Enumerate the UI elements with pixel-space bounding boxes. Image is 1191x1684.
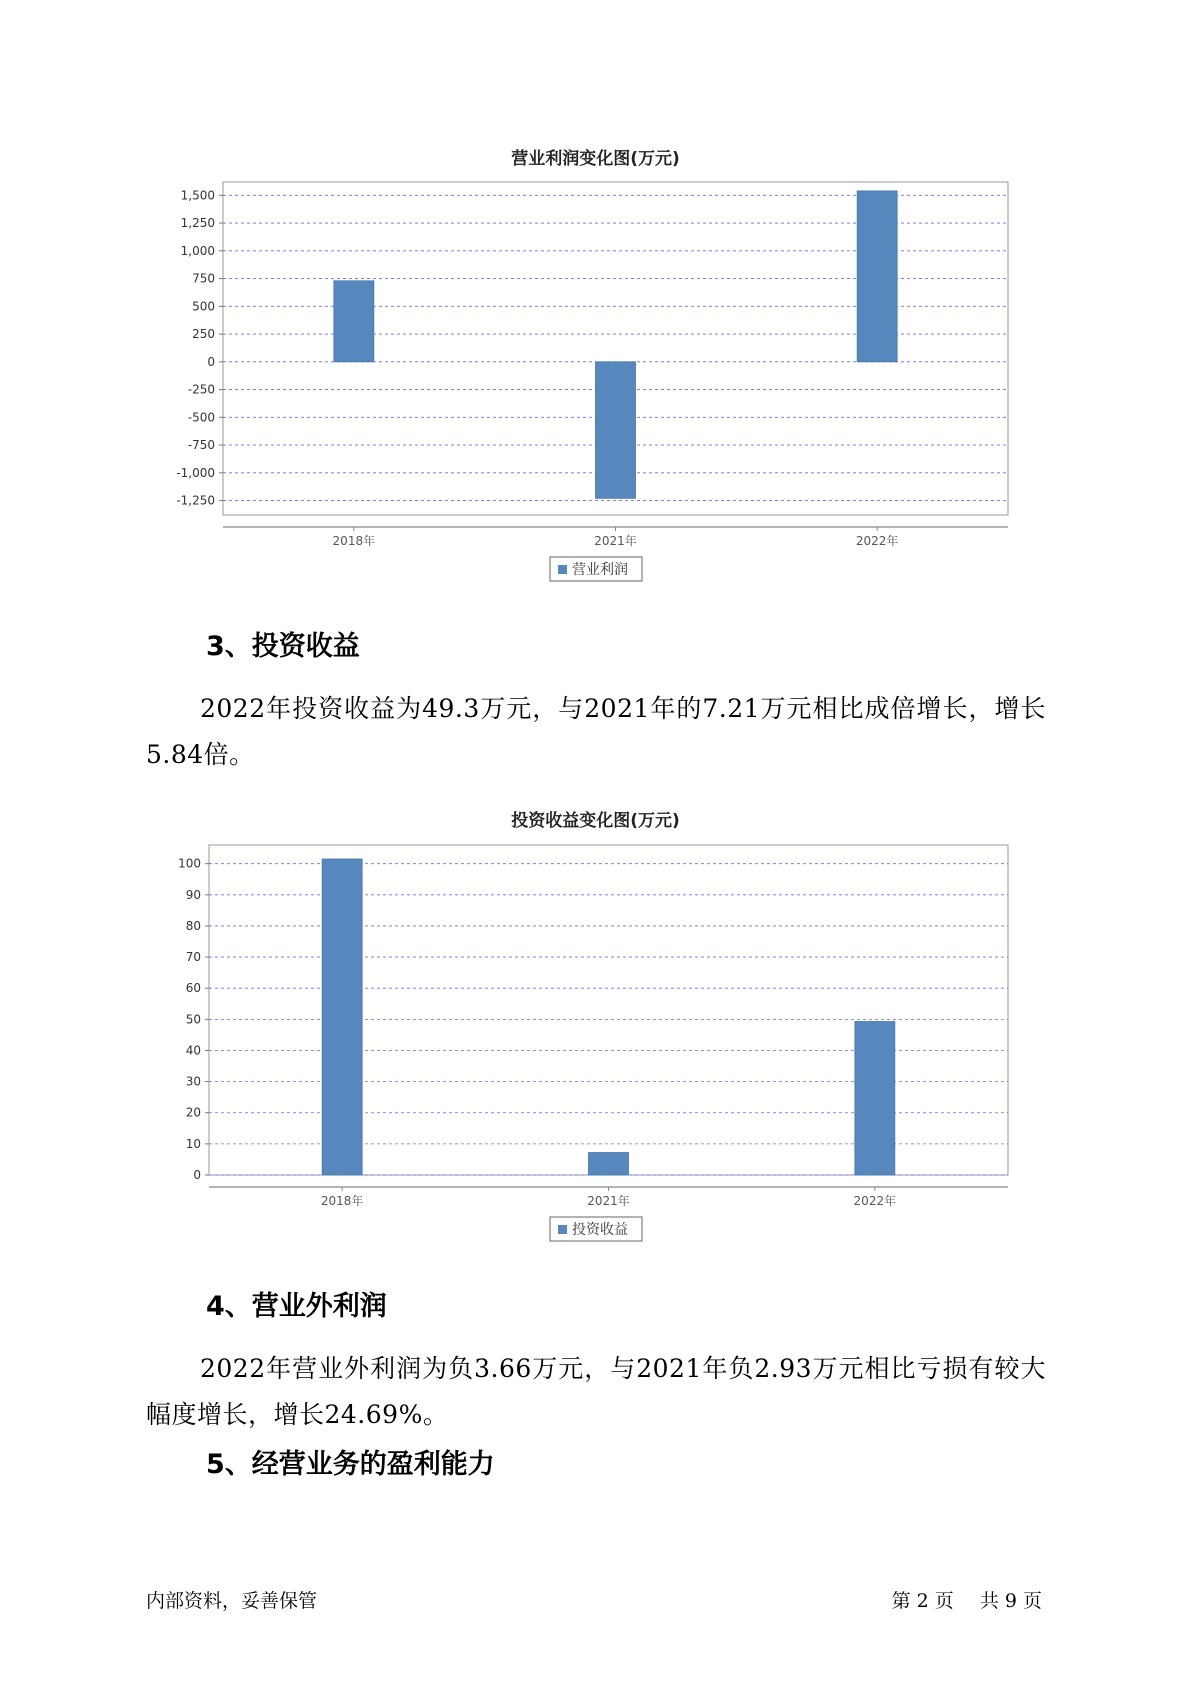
y-tick-label: 250 (192, 327, 215, 342)
x-tick-label: 2022年 (853, 1194, 897, 1208)
bar-2018 (322, 859, 362, 1175)
y-tick-label: 90 (185, 887, 201, 902)
x-tick-label: 2018年 (320, 1194, 364, 1208)
legend (550, 557, 642, 581)
page-unit: 页 (934, 1590, 954, 1612)
y-tick-label: 100 (178, 856, 201, 871)
page-prefix: 第 (891, 1590, 911, 1612)
y-tick-label: -1,250 (176, 493, 215, 508)
y-tick-label: -750 (187, 438, 215, 453)
y-tick-label: 500 (192, 299, 215, 314)
y-tick-label: 0 (193, 1168, 201, 1182)
operating-profit-chart (0, 170, 1191, 590)
y-tick-label: 40 (185, 1043, 201, 1058)
bar-2022 (857, 191, 897, 362)
footer-page-indicator (889, 1586, 1045, 1613)
x-tick-label: 2021年 (594, 534, 637, 548)
chart1-title: 营业利润变化图(万元) (511, 149, 680, 169)
section-heading-investment: 3、投资收益 (206, 631, 360, 662)
legend (550, 1217, 642, 1241)
y-tick-label: 50 (185, 1012, 201, 1027)
section-heading-non-operating: 4、营业外利润 (206, 1291, 387, 1322)
total-pages: 9 (1004, 1590, 1017, 1612)
investment-income-chart (0, 832, 1191, 1252)
y-tick-label: 1,000 (180, 243, 215, 258)
bar-2021 (589, 1153, 629, 1175)
bar-2021 (596, 362, 636, 499)
bar-2022 (855, 1022, 895, 1175)
y-tick-label: -250 (187, 382, 215, 397)
legend-swatch (558, 565, 567, 574)
x-tick-label: 2022年 (855, 534, 899, 548)
bar-2018 (334, 281, 374, 362)
total-unit: 页 (1022, 1590, 1042, 1612)
y-tick-label: 80 (185, 918, 201, 933)
y-tick-label: 750 (192, 271, 215, 286)
footer-confidential-note: 内部资料，妥善保管 (146, 1590, 318, 1612)
y-tick-label: 60 (185, 981, 201, 996)
y-tick-label: 1,500 (180, 188, 215, 203)
y-tick-label: 10 (185, 1136, 201, 1151)
legend-label: 投资收益 (572, 1222, 628, 1238)
legend-label: 营业利润 (572, 562, 628, 578)
y-tick-label: 1,250 (180, 216, 215, 231)
investment-paragraph: 2022年投资收益为49.3万元，与2021年的7.21万元相比成倍增长，增长5.84倍。 (146, 694, 1046, 769)
x-tick-label: 2018年 (332, 534, 376, 548)
page-number: 2 (916, 1590, 929, 1612)
y-tick-label: 0 (207, 354, 215, 369)
non-operating-paragraph: 2022年营业外利润为负3.66万元，与2021年负2.93万元相比亏损有较大幅度增长，增长24.69%。 (146, 1354, 1046, 1429)
chart2-title: 投资收益变化图(万元) (511, 811, 680, 831)
y-tick-label: 20 (185, 1105, 201, 1120)
x-tick-label: 2021年 (587, 1194, 630, 1208)
section-heading-profitability: 5、经营业务的盈利能力 (206, 1449, 495, 1480)
legend-swatch (558, 1225, 567, 1234)
y-tick-label: 70 (185, 950, 201, 965)
y-tick-label: 30 (185, 1074, 201, 1089)
y-tick-label: -1,000 (176, 465, 215, 480)
y-tick-label: -500 (187, 410, 215, 425)
total-prefix: 共 (979, 1590, 999, 1612)
